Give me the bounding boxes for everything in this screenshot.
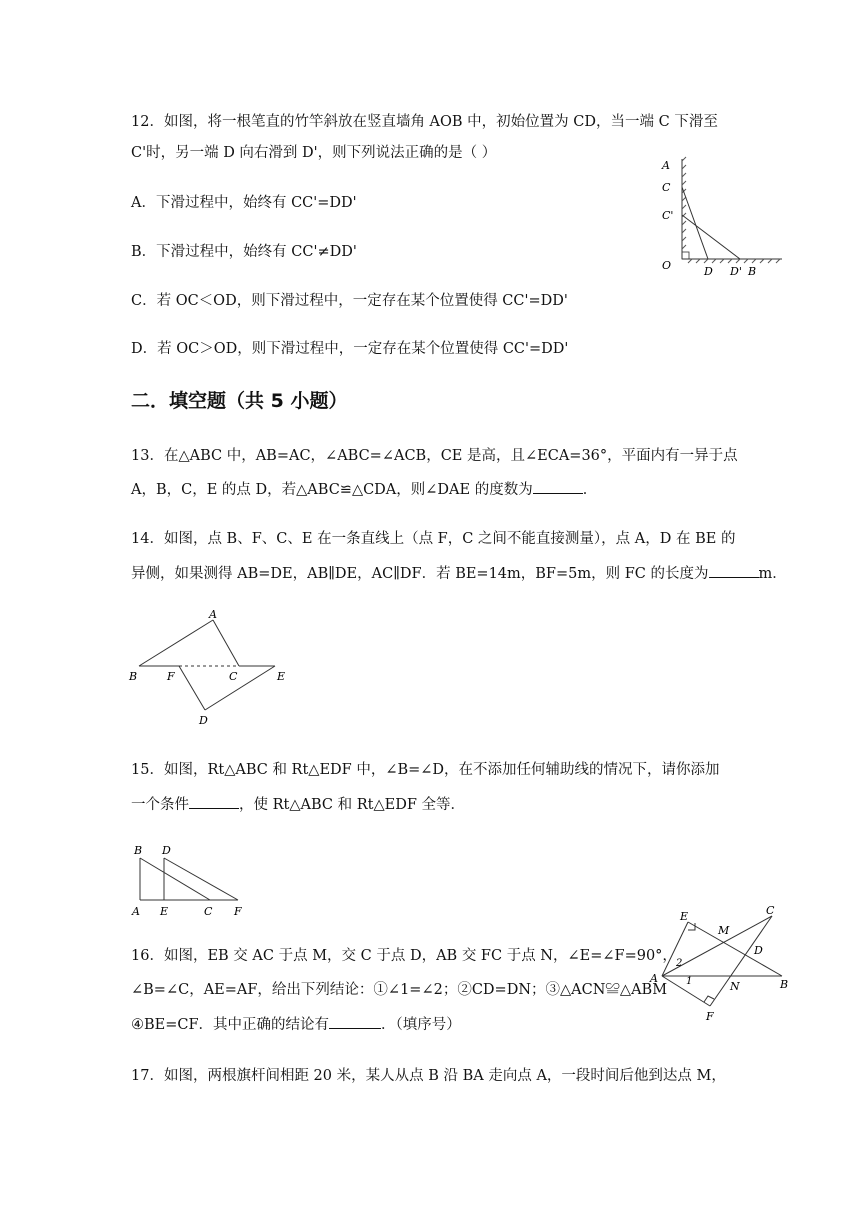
q15-label-b: B xyxy=(134,844,143,857)
q12-option-b: B．下滑过程中，始终有 CC'≠DD' xyxy=(131,244,357,260)
q15-label-a: A xyxy=(132,905,140,918)
q16-line-3 xyxy=(131,1014,461,1035)
q15-label-c: C xyxy=(204,905,213,918)
q14-figure xyxy=(125,606,300,731)
q14-text-end: m． xyxy=(758,566,787,582)
q12-label-c: C xyxy=(662,181,671,194)
q16-line-1: 16．如图，EB 交 AC 于点 M，交 C 于点 D，AB 交 FC 于点 N，∠E=∠F=90°， xyxy=(131,948,677,964)
q12-option-d: D．若 OC＞OD，则下滑过程中，一定存在某个位置使得 CC'=DD' xyxy=(131,341,569,357)
q16-label-b: B xyxy=(780,978,789,991)
q15-label-f: F xyxy=(234,905,242,918)
q15-line-2 xyxy=(131,794,465,815)
q14-label-d: D xyxy=(199,714,208,727)
q15-label-d: D xyxy=(162,844,171,857)
q15-line-1: 15．如图，Rt△ABC 和 Rt△EDF 中，∠B=∠D，在不添加任何辅助线的情况下，请你添加 xyxy=(131,762,720,778)
q13-text-end: ． xyxy=(582,482,598,498)
q14-answer-blank[interactable] xyxy=(709,563,759,578)
q12-option-c: C．若 OC＜OD，则下滑过程中，一定存在某个位置使得 CC'=DD' xyxy=(131,293,568,309)
q16-label-n: N xyxy=(730,980,740,993)
q16-text-end: ．（填序号） xyxy=(381,1017,461,1033)
q12-label-b: B xyxy=(748,265,757,278)
q16-label-angle-1: 1 xyxy=(686,976,693,987)
q16-label-angle-2: 2 xyxy=(676,958,683,969)
q14-label-f: F xyxy=(167,670,175,683)
q14-label-c: C xyxy=(229,670,238,683)
q15-label-e: E xyxy=(160,905,169,918)
q12-option-a: A．下滑过程中，始终有 CC'=DD' xyxy=(131,195,357,211)
q12-label-d: D xyxy=(704,265,713,278)
q16-answer-blank[interactable] xyxy=(329,1014,381,1029)
q17-line-1: 17．如图，两根旗杆间相距 20 米，某人从点 B 沿 BA 走向点 A，一段时间后他到达点 M， xyxy=(131,1068,726,1084)
q13-text: A，B，C，E 的点 D，若△ABC≌△CDA，则∠DAE 的度数为 xyxy=(131,482,533,498)
q12-label-a: A xyxy=(662,159,670,172)
q14-label-e: E xyxy=(277,670,286,683)
q14-text: 异侧，如果测得 AB=DE，AB∥DE，AC∥DF．若 BE=14m，BF=5m，则 FC 的长度为 xyxy=(131,566,709,582)
q15-figure xyxy=(128,840,253,920)
q12-label-o: O xyxy=(662,259,672,272)
q16-label-a: A xyxy=(650,972,658,985)
q16-label-e: E xyxy=(680,910,689,923)
q16-text: ④BE=CF．其中正确的结论有 xyxy=(131,1017,330,1033)
q16-figure xyxy=(648,902,796,1024)
q15-text-end: ，使 Rt△ABC 和 Rt△EDF 全等． xyxy=(239,797,465,813)
q12-line-2: C'时，另一端 D 向右滑到 D'，则下列说法正确的是（ ） xyxy=(131,145,497,161)
q13-line-2 xyxy=(131,479,597,500)
q16-label-m: M xyxy=(718,924,730,937)
q13-answer-blank[interactable] xyxy=(533,479,583,494)
q16-label-f: F xyxy=(706,1010,714,1023)
q16-label-c: C xyxy=(766,904,775,917)
q16-label-d: D xyxy=(754,944,763,957)
q15-text: 一个条件 xyxy=(131,797,189,813)
q15-answer-blank[interactable] xyxy=(189,794,239,809)
q14-line-1: 14．如图，点 B、F、C、E 在一条直线上（点 F，C 之间不能直接测量），点 A，D 在 BE 的 xyxy=(131,531,736,547)
q14-label-b: B xyxy=(129,670,138,683)
q14-line-2 xyxy=(131,563,787,584)
q12-label-c-prime: C' xyxy=(662,209,674,222)
q13-line-1: 13．在△ABC 中，AB=AC，∠ABC=∠ACB，CE 是高，且∠ECA=36°，平面内有一异于点 xyxy=(131,448,738,464)
q12-line-1: 12．如图，将一根笔直的竹竿斜放在竖直墙角 AOB 中，初始位置为 CD，当一端 C 下滑至 xyxy=(131,114,718,130)
q16-line-2: ∠B=∠C，AE=AF，给出下列结论：①∠1=∠2；②CD=DN；③△ACN≌△ABM xyxy=(131,982,668,998)
q14-label-a: A xyxy=(209,608,217,621)
q12-label-d-prime: D' xyxy=(730,265,742,278)
q12-figure xyxy=(648,155,788,280)
section-heading: 二．填空题（共 5 小题） xyxy=(131,390,348,412)
